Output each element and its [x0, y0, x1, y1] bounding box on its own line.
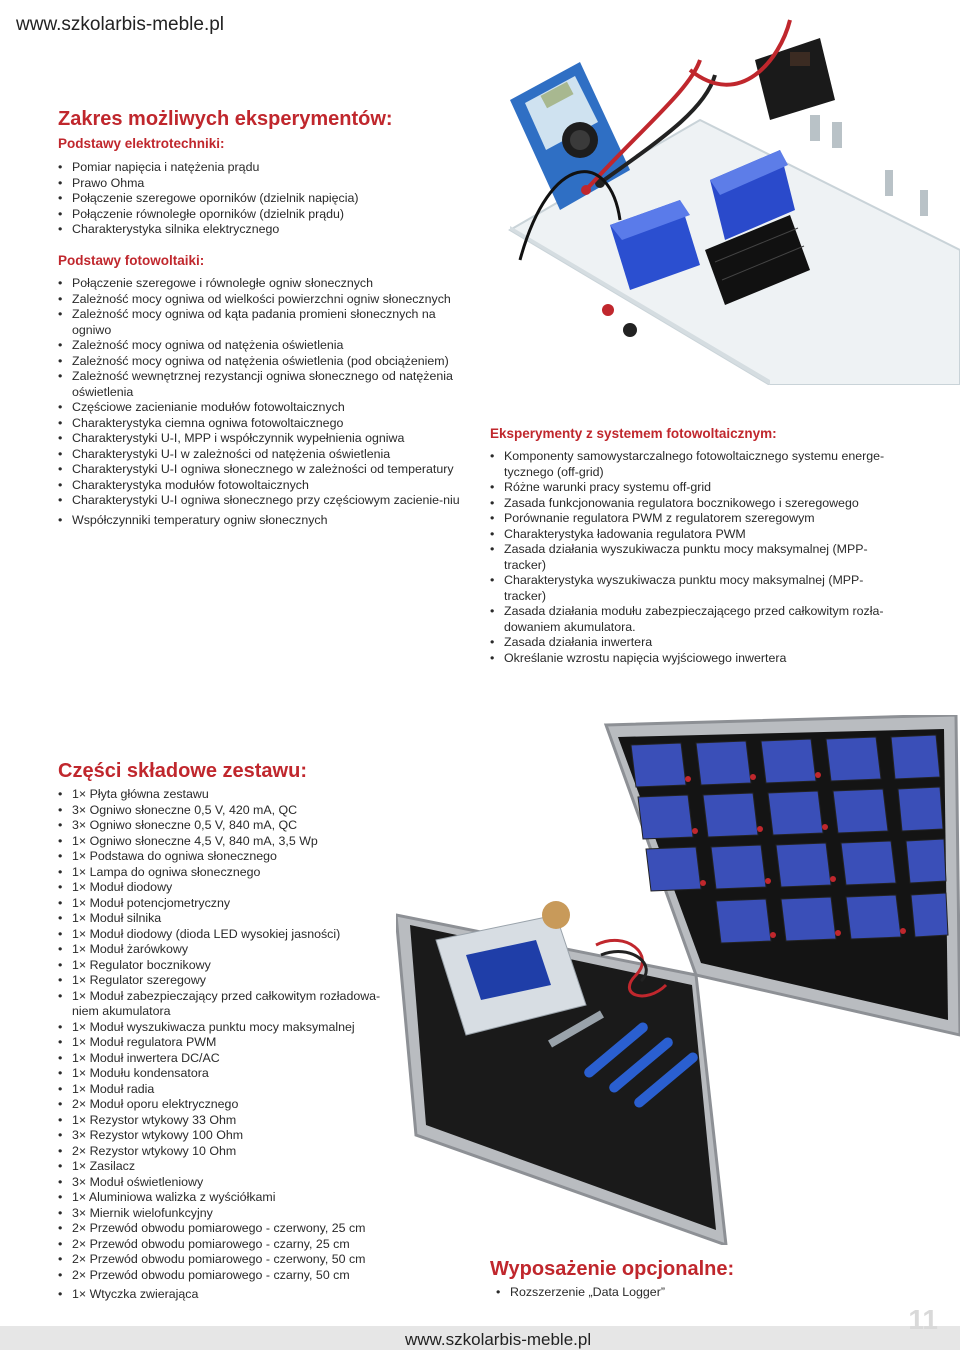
- list-item: • 1× Moduł wyszukiwacza punktu mocy maksymalnej: [58, 1020, 398, 1036]
- list-item: • 1× Zasilacz: [58, 1159, 398, 1175]
- list-item: • Zasada działania modułu zabezpieczającego przed całkowitym rozła-dowaniem akumulatora.: [490, 604, 902, 635]
- pv-system-title: Eksperymenty z systemem fotowoltaicznym:: [490, 426, 777, 441]
- optional-title: Wyposażenie opcjonalne:: [490, 1258, 735, 1280]
- list-item: • Połączenie równoległe oporników (dzielnik prądu): [58, 207, 478, 223]
- site-url-top[interactable]: www.szkolarbis-meble.pl: [16, 14, 225, 35]
- list-item: • Zależność mocy ogniwa od wielkości powierzchni ogniw słonecznych: [58, 292, 473, 308]
- list-item: • 1× Moduł diodowy: [58, 880, 398, 896]
- list-item: • Charakterystyka ciemna ogniwa fotowoltaicznego: [58, 416, 473, 432]
- list-item: • Charakterystyki U-I, MPP i współczynnik wypełnienia ogniwa: [58, 431, 473, 447]
- solar-board-illustration: [490, 0, 960, 385]
- list-item: • Charakterystyki U-I ogniwa słonecznego w zależności od temperatury: [58, 462, 473, 478]
- list-item: • 1× Podstawa do ogniwa słonecznego: [58, 849, 398, 865]
- list-item: • 2× Przewód obwodu pomiarowego - czarny, 25 cm: [58, 1237, 398, 1253]
- list-item: • 1× Moduł radia: [58, 1082, 398, 1098]
- list-item: • Zależność mocy ogniwa od natężenia oświetlenia (pod obciążeniem): [58, 354, 473, 370]
- list-item: • Charakterystyka ładowania regulatora PWM: [490, 527, 902, 543]
- list-item: • 1× Płyta główna zestawu: [58, 787, 398, 803]
- list-item: • Pomiar napięcia i natężenia prądu: [58, 160, 478, 176]
- page-number: 11: [908, 1304, 938, 1335]
- list-item: • 1× Regulator szeregowy: [58, 973, 398, 989]
- list-item: • 3× Rezystor wtykowy 100 Ohm: [58, 1128, 398, 1144]
- list-item: • 2× Przewód obwodu pomiarowego - czerwony, 25 cm: [58, 1221, 398, 1237]
- list-item: • 1× Moduł zabezpieczający przed całkowitym rozładowa-niem akumulatora: [58, 989, 398, 1020]
- list-item: • 1× Moduł diodowy (dioda LED wysokiej jasności): [58, 927, 398, 943]
- list-item: • 1× Moduł silnika: [58, 911, 398, 927]
- list-item: • Częściowe zacienianie modułów fotowoltaicznych: [58, 400, 473, 416]
- list-item: • Rozszerzenie „Data Logger”: [496, 1285, 796, 1301]
- list-item: • 1× Modułu kondensatora: [58, 1066, 398, 1082]
- list-item: • 1× Rezystor wtykowy 33 Ohm: [58, 1113, 398, 1129]
- list-item: • 1× Moduł inwertera DC/AC: [58, 1051, 398, 1067]
- list-item: • 1× Ogniwo słoneczne 4,5 V, 840 mA, 3,5 Wp: [58, 834, 398, 850]
- pv-system-list: [490, 449, 902, 666]
- list-item: • Zależność mocy ogniwa od kąta padania promieni słonecznych na ogniwo: [58, 307, 473, 338]
- list-item: • Zasada działania wyszukiwacza punktu mocy maksymalnej (MPP-tracker): [490, 542, 902, 573]
- list-item: • 1× Moduł żarówkowy: [58, 942, 398, 958]
- electro-subtitle: Podstawy elektrotechniki:: [58, 136, 225, 151]
- case-kit-photo: [396, 715, 960, 1245]
- case-kit-illustration: [396, 715, 960, 1245]
- list-item: • 2× Przewód obwodu pomiarowego - czarny, 50 cm: [58, 1268, 398, 1284]
- electro-list: [58, 160, 478, 238]
- list-item: • Charakterystyki U-I ogniwa słonecznego przy częściowym zacienie-niu: [58, 493, 473, 509]
- list-item: • Zasada działania inwertera: [490, 635, 902, 651]
- list-item: • Zasada funkcjonowania regulatora bocznikowego i szeregowego: [490, 496, 902, 512]
- list-item: • Charakterystyka modułów fotowoltaicznych: [58, 478, 473, 494]
- list-item: • 3× Ogniwo słoneczne 0,5 V, 420 mA, QC: [58, 803, 398, 819]
- list-item: • Charakterystyka silnika elektrycznego: [58, 222, 478, 238]
- site-url-bottom[interactable]: www.szkolarbis-meble.pl: [405, 1330, 592, 1349]
- list-item: • 3× Miernik wielofunkcyjny: [58, 1206, 398, 1222]
- list-item: • 2× Moduł oporu elektrycznego: [58, 1097, 398, 1113]
- list-item: • Prawo Ohma: [58, 176, 478, 192]
- list-item: • Porównanie regulatora PWM z regulatorem szeregowym: [490, 511, 902, 527]
- list-item: • 1× Regulator bocznikowy: [58, 958, 398, 974]
- list-item: • Połączenie szeregowe i równoległe ogniw słonecznych: [58, 276, 473, 292]
- solar-board-photo: [490, 0, 960, 385]
- list-item: • Zależność mocy ogniwa od natężenia oświetlenia: [58, 338, 473, 354]
- list-item: • 3× Moduł oświetleniowy: [58, 1175, 398, 1191]
- optional-list: [496, 1285, 796, 1301]
- list-item: • 2× Przewód obwodu pomiarowego - czerwony, 50 cm: [58, 1252, 398, 1268]
- list-item: • 1× Wtyczka zwierająca: [58, 1287, 398, 1303]
- list-item: • Charakterystyki U-I w zależności od natężenia oświetlenia: [58, 447, 473, 463]
- list-item: • 1× Moduł potencjometryczny: [58, 896, 398, 912]
- experiments-title: Zakres możliwych eksperymentów:: [58, 108, 393, 130]
- list-item: • 3× Ogniwo słoneczne 0,5 V, 840 mA, QC: [58, 818, 398, 834]
- pv-subtitle: Podstawy fotowoltaiki:: [58, 253, 205, 268]
- list-item: • Współczynniki temperatury ogniw słonecznych: [58, 513, 473, 529]
- components-list: [58, 787, 398, 1303]
- list-item: • Komponenty samowystarczalnego fotowoltaicznego systemu energe-tycznego (off-grid): [490, 449, 902, 480]
- list-item: • 1× Aluminiowa walizka z wyściółkami: [58, 1190, 398, 1206]
- components-title: Części składowe zestawu:: [58, 760, 307, 782]
- list-item: • 2× Rezystor wtykowy 10 Ohm: [58, 1144, 398, 1160]
- pv-list: [58, 276, 473, 528]
- list-item: • 1× Moduł regulatora PWM: [58, 1035, 398, 1051]
- list-item: • Różne warunki pracy systemu off-grid: [490, 480, 902, 496]
- list-item: • Zależność wewnętrznej rezystancji ogniwa słonecznego od natężenia oświetlenia: [58, 369, 473, 400]
- list-item: • Połączenie szeregowe oporników (dzielnik napięcia): [58, 191, 478, 207]
- list-item: • 1× Lampa do ogniwa słonecznego: [58, 865, 398, 881]
- list-item: • Charakterystyka wyszukiwacza punktu mocy maksymalnej (MPP-tracker): [490, 573, 902, 604]
- list-item: • Określanie wzrostu napięcia wyjściowego inwertera: [490, 651, 902, 667]
